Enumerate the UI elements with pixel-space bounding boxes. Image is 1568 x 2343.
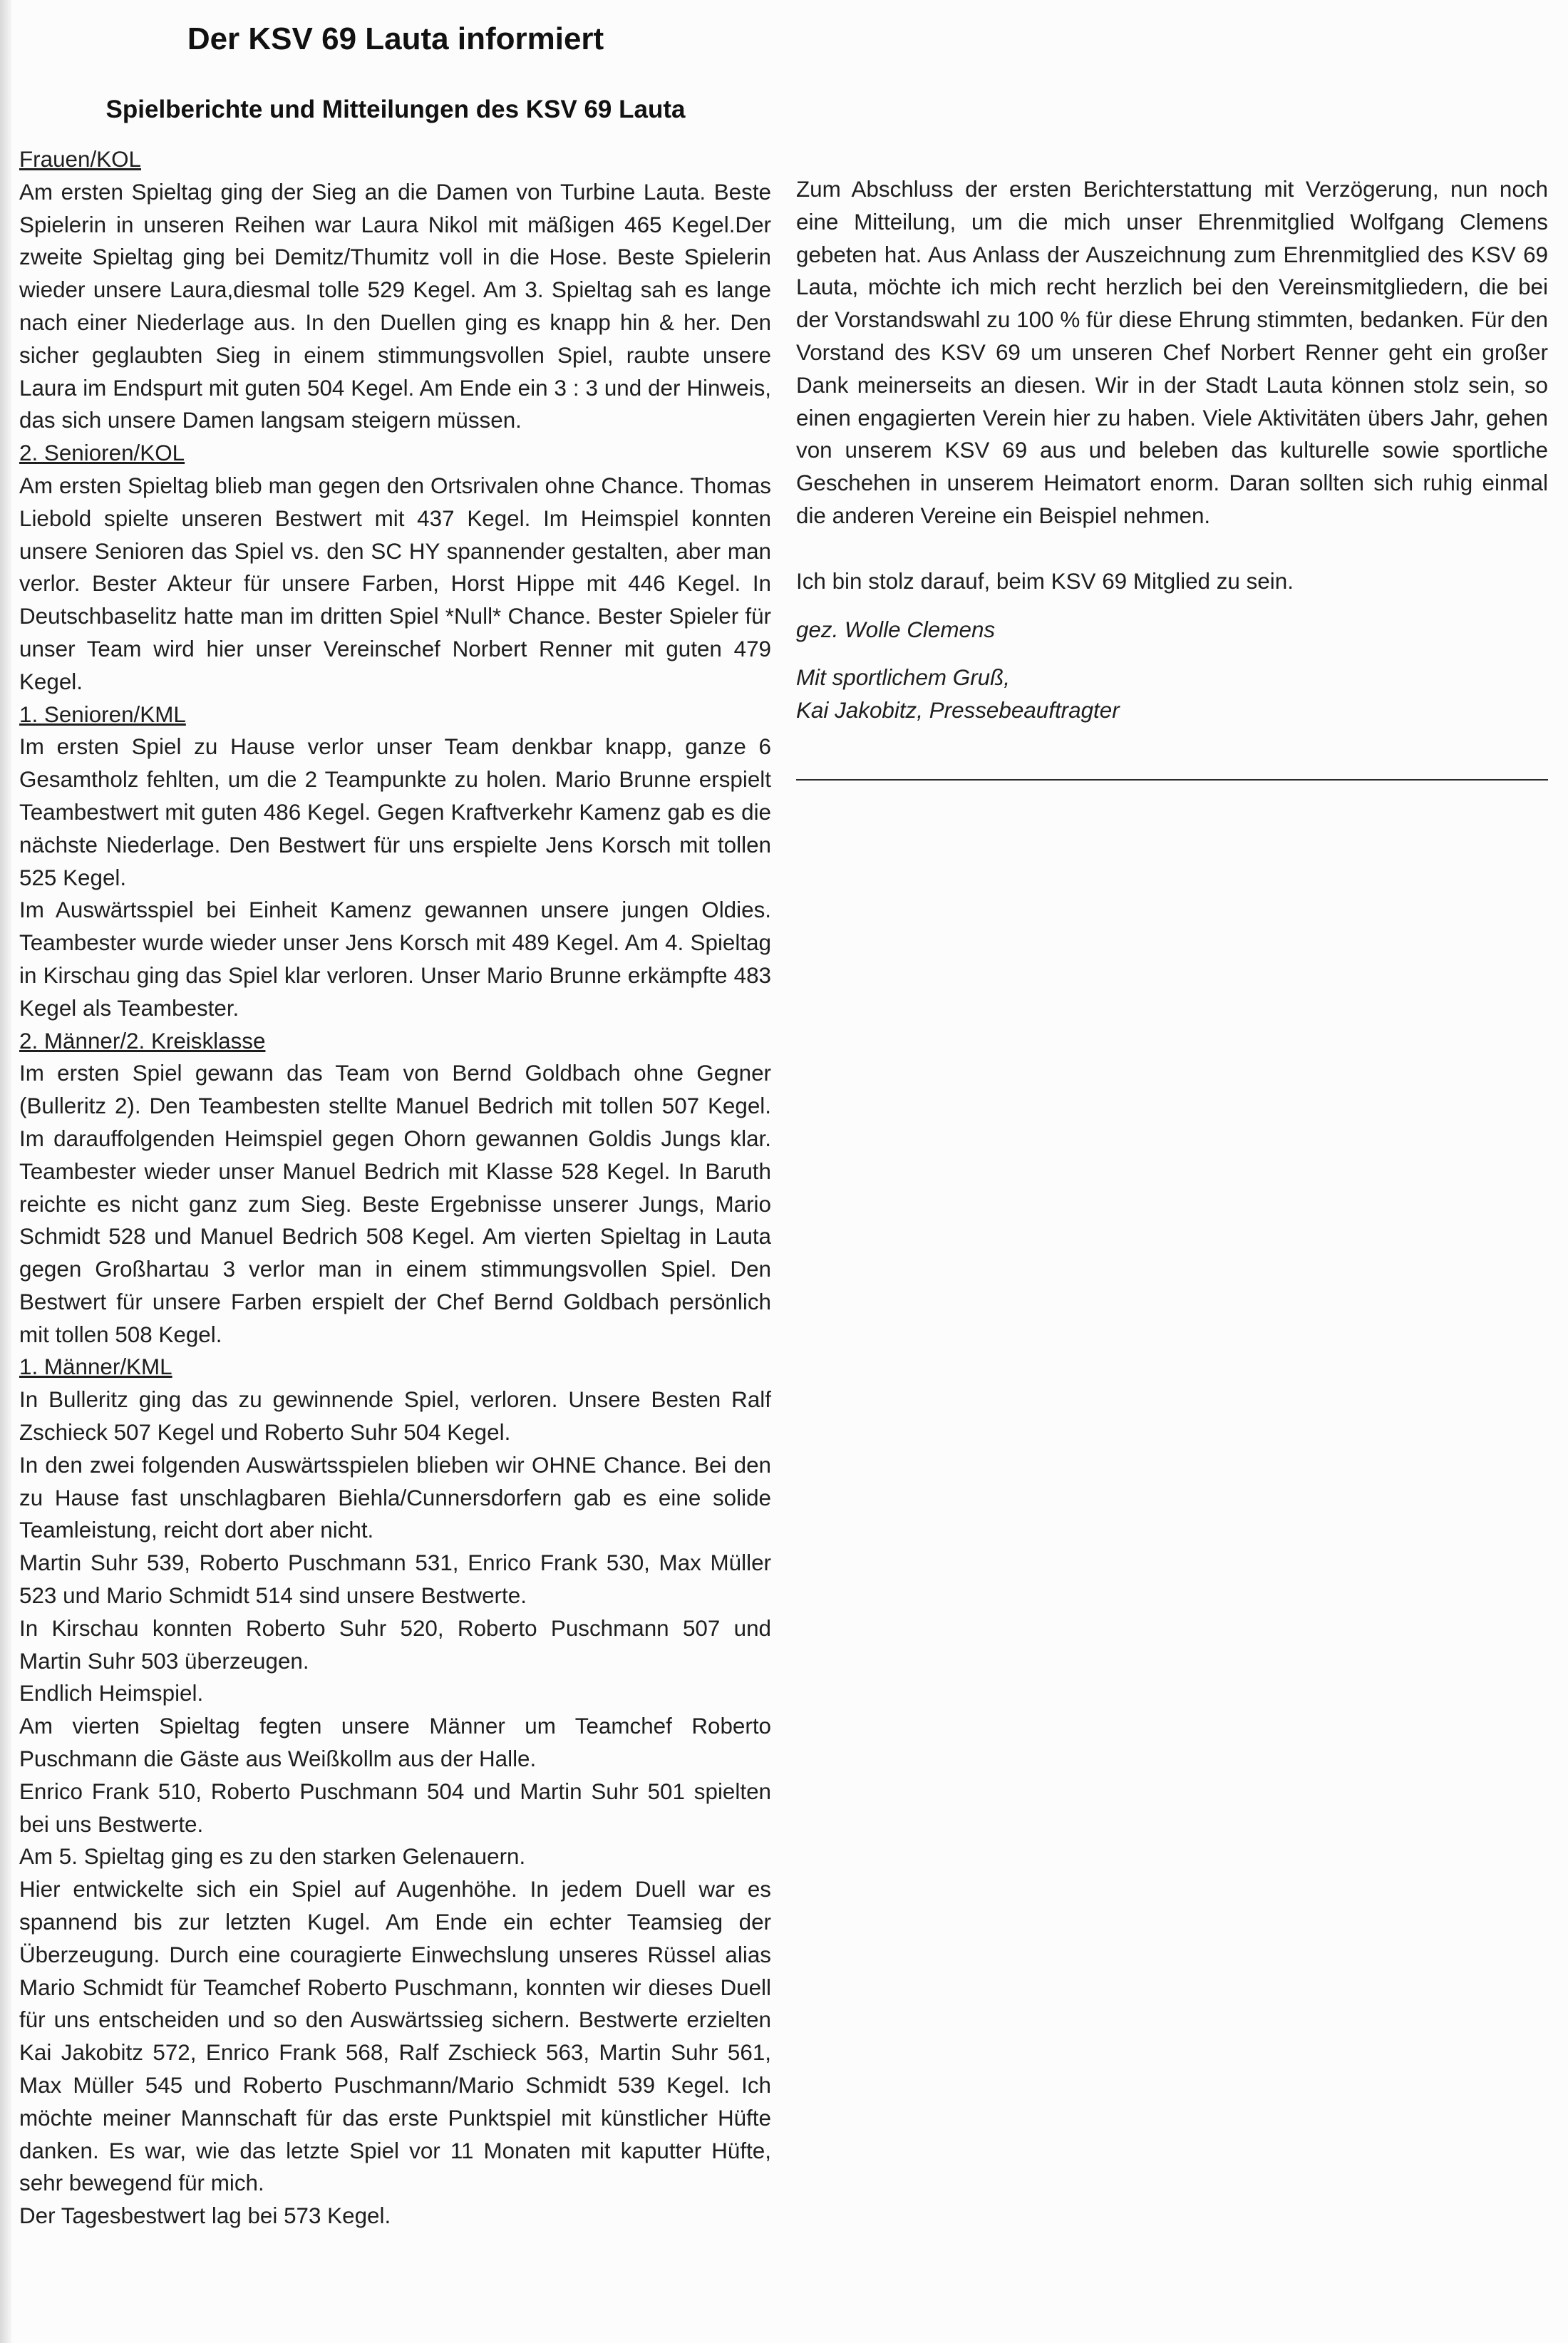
section-text-senioren-1-b: Im Auswärtsspiel bei Einheit Kamenz gewannen unsere jungen Oldies. Teambester wurde wieder unser Jens Korsch mit 489 Kegel. Am 4. Spieltag in Kirschau ging das Spiel klar verloren. Unser Mario Brunne erkämpfte 483 Kegel als Teambester. [19, 897, 771, 1021]
section-text-frauen: Am ersten Spieltag ging der Sieg an die Damen von Turbine Lauta. Beste Spielerin in unseren Reihen war Laura Nikol mit mäßigen 465 Kegel.Der zweite Spieltag ging bei Demitz/Thumitz voll in die Hose. Beste Spielerin wieder unsere Laura,diesmal tolle 529 Kegel. Am 3. Spieltag sah es lange nach einer Niederlage aus. In den Duellen ging es knapp hin & her. Den sicher geglaubten Sieg in einem stimmungsvollen Spiel, raubte unsere Laura im Endspurt mit guten 504 Kegel. Am Ende ein 3 : 3 und der Hinweis, das sich unsere Damen langsam steigern müssen. [19, 179, 771, 433]
paragraph-spacer [796, 532, 1548, 565]
scan-edge-shadow [0, 0, 11, 2343]
section-text-maenner-1-p5: Endlich Heimspiel. [19, 1681, 204, 1706]
section-text-maenner-2: Im ersten Spiel gewann das Team von Bernd Goldbach ohne Gegner (Bulleritz 2). Den Teambesten stellte Manuel Bedrich mit tollen 507 Kegel. Im darauffolgenden Heimspiel gegen Ohorn gewannen Goldis Jungs klar. Teambester wieder unser Manuel Bedrich mit Klasse 528 Kegel. In Baruth reichte es nicht ganz zum Sieg. Beste Ergebnisse unserer Jungs, Mario Schmidt 528 und Manuel Bedrich 508 Kegel. Am vierten Spieltag in Lauta gegen Großhartau 3 verlor man in einem stimmungsvollen Spiel. Den Bestwert für unsere Farben erspielt der Chef Bernd Goldbach persönlich mit tollen 508 Kegel. [19, 1061, 771, 1347]
section-text-maenner-1-p2: In den zwei folgenden Auswärtsspielen blieben wir OHNE Chance. Bei den zu Hause fast unschlagbaren Biehla/Cunnersdorfern gab es eine solide Teamleistung, reicht dort aber nicht. [19, 1452, 771, 1543]
section-text-maenner-1-p6: Am vierten Spieltag fegten unsere Männer um Teamchef Roberto Puschmann die Gäste aus Weißkollm aus der Halle. [19, 1714, 771, 1772]
paragraph-spacer [796, 598, 1548, 614]
page-title: Der KSV 69 Lauta informiert [187, 21, 604, 56]
section-heading-maenner-2: 2. Männer/2. Kreisklasse [19, 1028, 266, 1054]
right-column [796, 173, 1548, 727]
paragraph-spacer [796, 646, 1548, 661]
section-text-maenner-1-p3: Martin Suhr 539, Roberto Puschmann 531, Enrico Frank 530, Max Müller 523 und Mario Schmidt 514 sind unsere Bestwerte. [19, 1550, 771, 1609]
column-end-rule [796, 779, 1548, 781]
closing-notice-text: Zum Abschluss der ersten Berichterstattung mit Verzögerung, nun noch eine Mitteilung, um die mich unser Ehrenmitglied Wolfgang Clemens gebeten hat. Aus Anlass der Auszeichnung zum Ehrenmitglied des KSV 69 Lauta, möchte ich mich recht herzlich bei den Vereinsmitgliedern, die bei der Vorstandswahl zu 100 % für diese Ehrung stimmten, bedanken. Für den Vorstand des KSV 69 um unseren Chef Norbert Renner geht ein großer Dank meinerseits an diesen. Wir in der Stadt Lauta können stolz sein, so einen engagierten Verein hier zu haben. Viele Aktivitäten übers Jahr, gehen von unserem KSV 69 aus und beleben das kulturelle sowie sportliche Geschehen in unserem Heimatort enorm. Daran sollten sich ruhig einmal die anderen Vereine ein Beispiel nehmen. [796, 177, 1548, 528]
section-text-maenner-1-p10: Der Tagesbestwert lag bei 573 Kegel. [19, 2203, 391, 2229]
section-text-maenner-1-p8: Am 5. Spieltag ging es zu den starken Gelenauern. [19, 1844, 526, 1870]
section-heading-senioren-2: 2. Senioren/KOL [19, 441, 185, 466]
section-heading-maenner-1: 1. Männer/KML [19, 1354, 172, 1380]
page-subtitle: Spielberichte und Mitteilungen des KSV 69 Lauta [105, 96, 686, 123]
section-text-maenner-1-p1: In Bulleritz ging das zu gewinnende Spiel, verloren. Unsere Besten Ralf Zschieck 507 Kegel und Roberto Suhr 504 Kegel. [19, 1387, 771, 1446]
section-text-senioren-2: Am ersten Spieltag blieb man gegen den Ortsrivalen ohne Chance. Thomas Liebold spielte unseren Bestwert mit 437 Kegel. Im Heimspiel konnten unsere Senioren das Spiel vs. den SC HY spannender gestalten, aber man verlor. Bester Akteur für unsere Farben, Horst Hippe mit 446 Kegel. In Deutschbaselitz hatte man im dritten Spiel *Null* Chance. Bester Spieler für unser Team wird hier unser Vereinschef Norbert Renner mit guten 479 Kegel. [19, 473, 771, 694]
left-column [19, 143, 771, 2233]
greeting-text: Mit sportlichem Gruß, [796, 665, 1011, 691]
section-text-senioren-1-a: Im ersten Spiel zu Hause verlor unser Team denkbar knapp, ganze 6 Gesamtholz fehlten, um die 2 Teampunkte zu holen. Mario Brunne erspielt Teambestwert mit guten 486 Kegel. Gegen Kraftverkehr Kamenz gab es die nächste Niederlage. Den Bestwert für uns erspielte Jens Korsch mit tollen 525 Kegel. [19, 734, 771, 890]
author-text: Kai Jakobitz, Pressebeauftragter [796, 698, 1120, 724]
section-heading-frauen: Frauen/KOL [19, 147, 141, 172]
section-heading-senioren-1: 1. Senioren/KML [19, 701, 186, 727]
section-text-maenner-1-p4: In Kirschau konnten Roberto Suhr 520, Roberto Puschmann 507 und Martin Suhr 503 überzeugen. [19, 1615, 771, 1674]
signed-by-text: gez. Wolle Clemens [796, 617, 996, 642]
proud-member-text: Ich bin stolz darauf, beim KSV 69 Mitglied zu sein. [796, 568, 1294, 594]
section-text-maenner-1-p9: Hier entwickelte sich ein Spiel auf Augenhöhe. In jedem Duell war es spannend bis zur letzten Kugel. Am Ende ein echter Teamsieg der Überzeugung. Durch eine couragierte Einwechslung unseres Rüssel alias Mario Schmidt für Teamchef Roberto Puschmann, konnten wir dieses Duell für uns entscheiden und so den Auswärtssieg sichern. Bestwerte erzielten Kai Jakobitz 572, Enrico Frank 568, Ralf Zschieck 563, Martin Suhr 561, Max Müller 545 und Roberto Puschmann/Mario Schmidt 539 Kegel. Ich möchte meiner Mannschaft für das erste Punktspiel mit künstlicher Hüfte danken. Es war, wie das letzte Spiel vor 11 Monaten mit kaputter Hüfte, sehr bewegend für mich. [19, 1877, 771, 2196]
section-text-maenner-1-p7: Enrico Frank 510, Roberto Puschmann 504 und Martin Suhr 501 spielten bei uns Bestwerte. [19, 1778, 771, 1837]
